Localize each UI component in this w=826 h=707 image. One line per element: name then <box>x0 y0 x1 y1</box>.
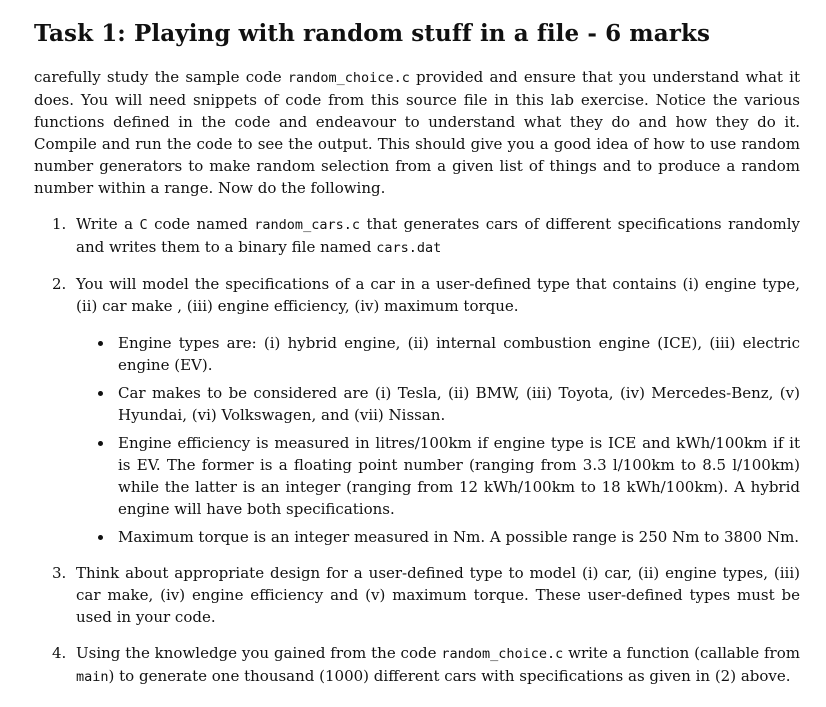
task-text: Write a <box>76 215 140 233</box>
bullet-text: Engine efficiency is measured in litres/100km if engine type is ICE and kWh/100km if it is EV. The former is a floating point number (ranging from 3.3 l/100km to 8.5 l/100km) while the latter is an integer (ranging from 12 kWh/100km to 18 kWh/100km). A hybrid engine will have both specifications. <box>118 434 800 518</box>
bullet-dot <box>98 535 103 540</box>
intro-paragraph <box>34 66 800 199</box>
task-text: Think about appropriate design for a user-defined type to model (i) car, (ii) engine types, (iii) car make, (iv) engine efficiency and (v) maximum torque. These user-defined types must be used in your code. <box>76 564 800 626</box>
bullet-text: Car makes to be considered are (i) Tesla, (ii) BMW, (iii) Toyota, (iv) Mercedes-Benz, (v) Hyundai, (vi) Volkswagen, and (vii) Nissan. <box>118 384 800 424</box>
code-cars-dat: cars.dat <box>376 240 442 256</box>
bullet-dot <box>98 441 103 446</box>
task-item-3 <box>34 562 800 628</box>
spec-bullet-list <box>34 332 800 548</box>
task-text: that generates cars of different specifications randomly and writes them to a binary file named <box>76 215 800 256</box>
task-number: 2. <box>52 275 67 293</box>
code-main: main <box>76 669 109 685</box>
task-number: 4. <box>52 644 67 662</box>
task-list <box>34 213 800 688</box>
task-text: code named <box>147 215 255 233</box>
document-page <box>34 12 800 688</box>
task-text: write a function (callable from <box>563 644 800 662</box>
bullet-max-torque <box>76 526 800 548</box>
bullet-text: Maximum torque is an integer measured in Nm. A possible range is 250 Nm to 3800 Nm. <box>118 528 800 546</box>
task-number: 1. <box>52 215 67 233</box>
task-text: Using the knowledge you gained from the code <box>76 644 442 662</box>
code-random-choice: random_choice.c <box>441 646 564 662</box>
intro-code-filename: random_choice.c <box>287 70 410 86</box>
task-title: Task 1: Playing with random stuff in a file - 6 marks <box>34 20 711 47</box>
bullet-dot <box>98 341 103 346</box>
task-item-4 <box>34 642 800 688</box>
code-random-cars: random_cars.c <box>254 217 360 233</box>
bullet-dot <box>98 391 103 396</box>
task-text: ) to generate one thousand (1000) different cars with specifications as given in (2) above. <box>108 667 791 685</box>
intro-text-start: carefully study the sample code <box>34 68 288 86</box>
bullet-engine-efficiency <box>76 432 800 520</box>
task-item-2 <box>34 273 800 548</box>
bullet-car-makes <box>76 382 800 426</box>
bullet-text: Engine types are: (i) hybrid engine, (ii) internal combustion engine (ICE), (iii) electric engine (EV). <box>118 334 800 374</box>
intro-text-rest: provided and ensure that you understand what it does. You will need snippets of code from this source file in this lab exercise. Notice the various functions defined in the code and endeavour to understand what they do and how they do it. Compile and run the code to see the output. This should give you a good idea of how to use random number generators to make random selection from a given list of things and to produce a random number within a range. Now do the following. <box>34 68 800 197</box>
task-item-1 <box>34 213 800 259</box>
code-c: C <box>139 217 148 233</box>
task-text: You will model the specifications of a car in a user-defined type that contains (i) engine type, (ii) car make , (iii) engine efficiency, (iv) maximum torque. <box>76 275 800 315</box>
task-number: 3. <box>52 564 67 582</box>
bullet-engine-types <box>76 332 800 376</box>
